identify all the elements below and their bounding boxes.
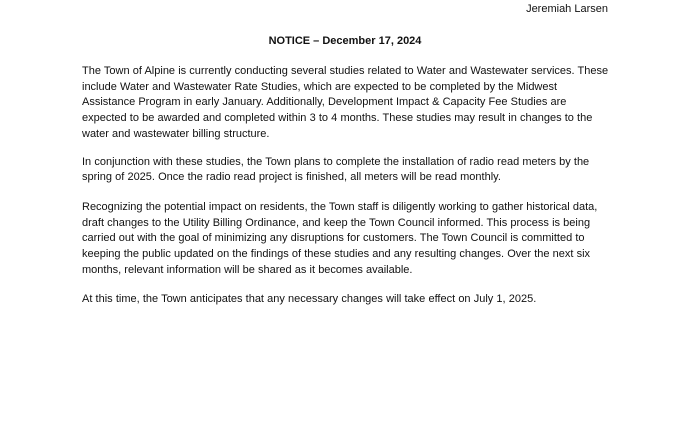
paragraph-effective-date: At this time, the Town anticipates that any necessary changes will take effect on July 1, 2025. bbox=[82, 293, 537, 306]
notice-title: NOTICE – December 17, 2024 bbox=[268, 35, 422, 47]
paragraph-staff-efforts: Recognizing the potential impact on residents, the Town staff is diligently working to gather historical data, draft changes to the Utility Billing Ordinance, and keep the Town Council informed. This process is being carried out with the goal of minimizing any disruptions for customers. The Town Council is committed to keeping the public updated on the findings of these studies and any resulting changes. Over the next six months, relevant information will be shared as it becomes available. bbox=[82, 200, 598, 276]
notice-body bbox=[82, 64, 612, 322]
paragraph-radio-read-meters: In conjunction with these studies, the Town plans to complete the installation of radio read meters by the spring of 2025. Once the radio read project is finished, all meters will be read monthly. bbox=[82, 155, 590, 184]
author-name: Jeremiah Larsen bbox=[526, 3, 608, 15]
paragraph-studies: The Town of Alpine is currently conducting several studies related to Water and Wastewater services. These include Water and Wastewater Rate Studies, which are expected to be completed by the Midwest Assistance Program in early January. Additionally, Development Impact & Capacity Fee Studies are expected to be awarded and completed within 3 to 4 months. These studies may result in changes to the water and wastewater billing structure. bbox=[82, 65, 609, 140]
